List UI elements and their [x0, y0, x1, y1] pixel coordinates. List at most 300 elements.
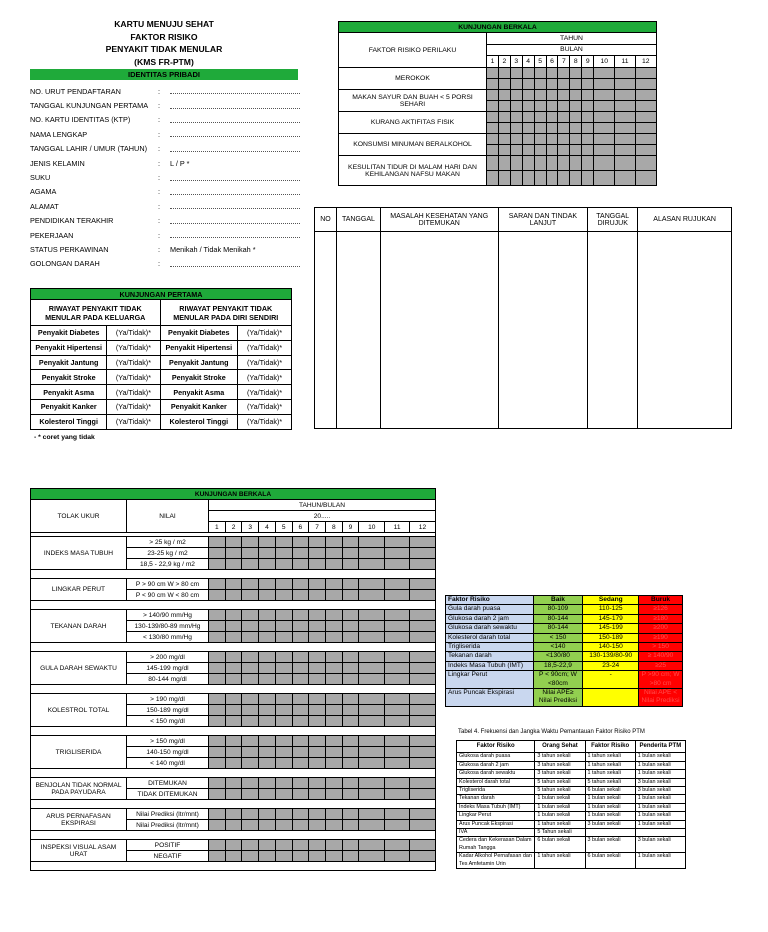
perilaku-cell[interactable] [615, 101, 635, 112]
measure-cell[interactable] [242, 789, 259, 800]
measure-cell[interactable] [242, 758, 259, 769]
measure-cell[interactable] [292, 621, 309, 632]
measure-cell[interactable] [292, 705, 309, 716]
self-yes-no[interactable]: (Ya/Tidak)* [238, 340, 292, 355]
identitas-input-line[interactable] [170, 175, 300, 181]
measure-cell[interactable] [292, 758, 309, 769]
measure-cell[interactable] [342, 736, 359, 747]
perilaku-cell[interactable] [635, 90, 656, 101]
masalah-cell[interactable] [498, 232, 588, 429]
perilaku-cell[interactable] [615, 145, 635, 156]
perilaku-cell[interactable] [635, 145, 656, 156]
measure-cell[interactable] [325, 758, 342, 769]
measure-cell[interactable] [259, 674, 276, 685]
measure-cell[interactable] [275, 778, 292, 789]
measure-cell[interactable] [209, 736, 226, 747]
measure-cell[interactable] [409, 621, 435, 632]
perilaku-cell[interactable] [487, 123, 499, 134]
measure-cell[interactable] [292, 548, 309, 559]
measure-cell[interactable] [309, 705, 326, 716]
measure-cell[interactable] [325, 736, 342, 747]
measure-cell[interactable] [342, 747, 359, 758]
measure-cell[interactable] [309, 590, 326, 601]
measure-cell[interactable] [342, 778, 359, 789]
measure-cell[interactable] [325, 778, 342, 789]
perilaku-cell[interactable] [635, 123, 656, 134]
perilaku-cell[interactable] [558, 145, 570, 156]
measure-cell[interactable] [359, 736, 385, 747]
measure-cell[interactable] [259, 663, 276, 674]
measure-cell[interactable] [342, 716, 359, 727]
perilaku-cell[interactable] [534, 101, 546, 112]
measure-cell[interactable] [385, 716, 410, 727]
perilaku-cell[interactable] [594, 101, 615, 112]
perilaku-cell[interactable] [487, 68, 499, 79]
measure-cell[interactable] [275, 820, 292, 831]
measure-cell[interactable] [209, 840, 226, 851]
perilaku-cell[interactable] [635, 156, 656, 171]
measure-cell[interactable] [209, 652, 226, 663]
measure-cell[interactable] [292, 632, 309, 643]
perilaku-cell[interactable] [534, 79, 546, 90]
measure-cell[interactable] [342, 694, 359, 705]
measure-cell[interactable] [385, 705, 410, 716]
perilaku-cell[interactable] [594, 156, 615, 171]
measure-cell[interactable] [325, 559, 342, 570]
measure-cell[interactable] [385, 579, 410, 590]
perilaku-cell[interactable] [570, 79, 582, 90]
measure-cell[interactable] [225, 840, 242, 851]
measure-cell[interactable] [242, 747, 259, 758]
perilaku-cell[interactable] [582, 171, 594, 186]
perilaku-cell[interactable] [582, 156, 594, 171]
measure-cell[interactable] [292, 559, 309, 570]
identitas-input-line[interactable] [170, 261, 300, 267]
perilaku-cell[interactable] [594, 90, 615, 101]
measure-cell[interactable] [409, 716, 435, 727]
perilaku-cell[interactable] [594, 68, 615, 79]
perilaku-cell[interactable] [510, 79, 522, 90]
measure-cell[interactable] [242, 590, 259, 601]
measure-cell[interactable] [409, 705, 435, 716]
measure-cell[interactable] [342, 789, 359, 800]
perilaku-cell[interactable] [594, 123, 615, 134]
measure-cell[interactable] [292, 778, 309, 789]
measure-cell[interactable] [385, 632, 410, 643]
perilaku-cell[interactable] [522, 101, 534, 112]
measure-cell[interactable] [359, 559, 385, 570]
measure-cell[interactable] [259, 548, 276, 559]
measure-cell[interactable] [225, 579, 242, 590]
measure-cell[interactable] [359, 758, 385, 769]
perilaku-cell[interactable] [558, 68, 570, 79]
measure-cell[interactable] [309, 840, 326, 851]
perilaku-cell[interactable] [582, 90, 594, 101]
measure-cell[interactable] [209, 548, 226, 559]
measure-cell[interactable] [385, 652, 410, 663]
measure-cell[interactable] [409, 537, 435, 548]
perilaku-cell[interactable] [594, 112, 615, 123]
measure-cell[interactable] [209, 820, 226, 831]
measure-cell[interactable] [259, 537, 276, 548]
measure-cell[interactable] [385, 621, 410, 632]
family-yes-no[interactable]: (Ya/Tidak)* [107, 340, 160, 355]
perilaku-cell[interactable] [615, 123, 635, 134]
measure-cell[interactable] [242, 663, 259, 674]
measure-cell[interactable] [225, 820, 242, 831]
identitas-value[interactable]: L / P * [170, 158, 190, 168]
family-yes-no[interactable]: (Ya/Tidak)* [107, 370, 160, 385]
measure-cell[interactable] [209, 694, 226, 705]
measure-cell[interactable] [309, 537, 326, 548]
measure-cell[interactable] [325, 610, 342, 621]
measure-cell[interactable] [209, 789, 226, 800]
measure-cell[interactable] [292, 610, 309, 621]
measure-cell[interactable] [242, 559, 259, 570]
perilaku-cell[interactable] [615, 112, 635, 123]
measure-cell[interactable] [342, 758, 359, 769]
measure-cell[interactable] [342, 632, 359, 643]
measure-cell[interactable] [225, 559, 242, 570]
measure-cell[interactable] [242, 610, 259, 621]
measure-cell[interactable] [209, 621, 226, 632]
measure-cell[interactable] [409, 579, 435, 590]
perilaku-cell[interactable] [635, 134, 656, 145]
measure-cell[interactable] [225, 705, 242, 716]
measure-cell[interactable] [409, 548, 435, 559]
perilaku-cell[interactable] [498, 79, 510, 90]
perilaku-cell[interactable] [594, 79, 615, 90]
measure-cell[interactable] [409, 758, 435, 769]
measure-cell[interactable] [242, 694, 259, 705]
measure-cell[interactable] [325, 716, 342, 727]
measure-cell[interactable] [409, 789, 435, 800]
measure-cell[interactable] [309, 851, 326, 862]
perilaku-cell[interactable] [510, 145, 522, 156]
measure-cell[interactable] [309, 758, 326, 769]
perilaku-cell[interactable] [594, 145, 615, 156]
perilaku-cell[interactable] [522, 171, 534, 186]
measure-cell[interactable] [275, 652, 292, 663]
perilaku-cell[interactable] [558, 112, 570, 123]
perilaku-cell[interactable] [594, 134, 615, 145]
measure-cell[interactable] [359, 694, 385, 705]
measure-cell[interactable] [292, 851, 309, 862]
measure-cell[interactable] [385, 736, 410, 747]
measure-cell[interactable] [359, 716, 385, 727]
measure-cell[interactable] [292, 590, 309, 601]
measure-cell[interactable] [385, 610, 410, 621]
measure-cell[interactable] [325, 705, 342, 716]
measure-cell[interactable] [309, 809, 326, 820]
measure-cell[interactable] [325, 537, 342, 548]
measure-cell[interactable] [209, 610, 226, 621]
perilaku-cell[interactable] [522, 112, 534, 123]
measure-cell[interactable] [225, 809, 242, 820]
measure-cell[interactable] [275, 736, 292, 747]
identitas-input-line[interactable] [170, 131, 300, 137]
perilaku-cell[interactable] [558, 134, 570, 145]
identitas-input-line[interactable] [170, 189, 300, 195]
perilaku-cell[interactable] [570, 101, 582, 112]
measure-cell[interactable] [242, 736, 259, 747]
measure-cell[interactable] [209, 716, 226, 727]
measure-cell[interactable] [225, 663, 242, 674]
measure-cell[interactable] [275, 579, 292, 590]
measure-cell[interactable] [325, 840, 342, 851]
perilaku-cell[interactable] [558, 79, 570, 90]
measure-cell[interactable] [359, 663, 385, 674]
perilaku-cell[interactable] [582, 79, 594, 90]
measure-cell[interactable] [309, 559, 326, 570]
measure-cell[interactable] [292, 789, 309, 800]
perilaku-cell[interactable] [522, 145, 534, 156]
perilaku-cell[interactable] [558, 101, 570, 112]
perilaku-cell[interactable] [498, 123, 510, 134]
measure-cell[interactable] [225, 694, 242, 705]
measure-cell[interactable] [292, 809, 309, 820]
measure-cell[interactable] [385, 851, 410, 862]
measure-cell[interactable] [275, 705, 292, 716]
measure-cell[interactable] [259, 736, 276, 747]
identitas-input-line[interactable] [170, 88, 300, 94]
family-yes-no[interactable]: (Ya/Tidak)* [107, 414, 160, 429]
measure-cell[interactable] [259, 632, 276, 643]
measure-cell[interactable] [325, 590, 342, 601]
perilaku-cell[interactable] [487, 171, 499, 186]
masalah-cell[interactable] [336, 232, 380, 429]
measure-cell[interactable] [225, 537, 242, 548]
measure-cell[interactable] [292, 736, 309, 747]
measure-cell[interactable] [209, 559, 226, 570]
measure-cell[interactable] [292, 674, 309, 685]
masalah-cell[interactable] [638, 232, 732, 429]
measure-cell[interactable] [242, 809, 259, 820]
perilaku-cell[interactable] [546, 145, 558, 156]
measure-cell[interactable] [325, 694, 342, 705]
measure-cell[interactable] [342, 840, 359, 851]
perilaku-cell[interactable] [546, 123, 558, 134]
measure-cell[interactable] [209, 632, 226, 643]
measure-cell[interactable] [342, 621, 359, 632]
measure-cell[interactable] [325, 747, 342, 758]
measure-cell[interactable] [292, 747, 309, 758]
perilaku-cell[interactable] [615, 68, 635, 79]
measure-cell[interactable] [292, 820, 309, 831]
measure-cell[interactable] [209, 851, 226, 862]
measure-cell[interactable] [309, 778, 326, 789]
measure-cell[interactable] [309, 694, 326, 705]
perilaku-cell[interactable] [498, 101, 510, 112]
self-yes-no[interactable]: (Ya/Tidak)* [238, 326, 292, 341]
measure-cell[interactable] [385, 590, 410, 601]
perilaku-cell[interactable] [510, 171, 522, 186]
measure-cell[interactable] [309, 632, 326, 643]
measure-cell[interactable] [359, 590, 385, 601]
perilaku-cell[interactable] [487, 134, 499, 145]
measure-cell[interactable] [225, 736, 242, 747]
measure-cell[interactable] [385, 559, 410, 570]
measure-cell[interactable] [309, 674, 326, 685]
perilaku-cell[interactable] [582, 134, 594, 145]
measure-cell[interactable] [385, 789, 410, 800]
perilaku-cell[interactable] [582, 112, 594, 123]
perilaku-cell[interactable] [510, 123, 522, 134]
measure-cell[interactable] [342, 652, 359, 663]
measure-cell[interactable] [342, 548, 359, 559]
family-yes-no[interactable]: (Ya/Tidak)* [107, 355, 160, 370]
perilaku-cell[interactable] [534, 145, 546, 156]
measure-cell[interactable] [275, 809, 292, 820]
measure-cell[interactable] [309, 820, 326, 831]
perilaku-cell[interactable] [487, 79, 499, 90]
perilaku-cell[interactable] [582, 145, 594, 156]
measure-cell[interactable] [359, 537, 385, 548]
measure-cell[interactable] [385, 548, 410, 559]
measure-cell[interactable] [309, 548, 326, 559]
perilaku-cell[interactable] [558, 90, 570, 101]
perilaku-cell[interactable] [487, 156, 499, 171]
measure-cell[interactable] [342, 809, 359, 820]
measure-cell[interactable] [275, 621, 292, 632]
measure-cell[interactable] [325, 809, 342, 820]
perilaku-cell[interactable] [558, 123, 570, 134]
measure-cell[interactable] [242, 705, 259, 716]
measure-cell[interactable] [409, 559, 435, 570]
perilaku-cell[interactable] [546, 101, 558, 112]
perilaku-cell[interactable] [615, 156, 635, 171]
measure-cell[interactable] [275, 716, 292, 727]
measure-cell[interactable] [259, 758, 276, 769]
measure-cell[interactable] [225, 590, 242, 601]
identitas-input-line[interactable] [170, 117, 300, 123]
measure-cell[interactable] [259, 590, 276, 601]
masalah-cell[interactable] [588, 232, 638, 429]
perilaku-cell[interactable] [546, 112, 558, 123]
self-yes-no[interactable]: (Ya/Tidak)* [238, 414, 292, 429]
measure-cell[interactable] [259, 652, 276, 663]
measure-cell[interactable] [309, 736, 326, 747]
perilaku-cell[interactable] [522, 90, 534, 101]
measure-cell[interactable] [309, 789, 326, 800]
perilaku-cell[interactable] [510, 68, 522, 79]
measure-cell[interactable] [242, 632, 259, 643]
measure-cell[interactable] [275, 610, 292, 621]
measure-cell[interactable] [292, 694, 309, 705]
measure-cell[interactable] [242, 537, 259, 548]
measure-cell[interactable] [259, 610, 276, 621]
perilaku-cell[interactable] [510, 112, 522, 123]
perilaku-cell[interactable] [570, 145, 582, 156]
measure-cell[interactable] [292, 840, 309, 851]
measure-cell[interactable] [309, 716, 326, 727]
measure-cell[interactable] [385, 537, 410, 548]
identitas-value[interactable]: Menikah / Tidak Menikah * [170, 244, 256, 254]
measure-cell[interactable] [225, 652, 242, 663]
measure-cell[interactable] [409, 851, 435, 862]
perilaku-cell[interactable] [615, 79, 635, 90]
perilaku-cell[interactable] [546, 156, 558, 171]
measure-cell[interactable] [225, 716, 242, 727]
measure-cell[interactable] [409, 778, 435, 789]
perilaku-cell[interactable] [570, 134, 582, 145]
perilaku-cell[interactable] [546, 134, 558, 145]
perilaku-cell[interactable] [487, 145, 499, 156]
measure-cell[interactable] [275, 537, 292, 548]
self-yes-no[interactable]: (Ya/Tidak)* [238, 385, 292, 400]
measure-cell[interactable] [242, 621, 259, 632]
measure-cell[interactable] [242, 716, 259, 727]
measure-cell[interactable] [242, 851, 259, 862]
measure-cell[interactable] [259, 820, 276, 831]
measure-cell[interactable] [409, 736, 435, 747]
perilaku-cell[interactable] [510, 134, 522, 145]
perilaku-cell[interactable] [635, 171, 656, 186]
measure-cell[interactable] [275, 590, 292, 601]
perilaku-cell[interactable] [635, 112, 656, 123]
measure-cell[interactable] [275, 840, 292, 851]
measure-cell[interactable] [409, 674, 435, 685]
measure-cell[interactable] [359, 705, 385, 716]
perilaku-cell[interactable] [594, 171, 615, 186]
measure-cell[interactable] [225, 789, 242, 800]
measure-cell[interactable] [259, 840, 276, 851]
perilaku-cell[interactable] [635, 79, 656, 90]
identitas-input-line[interactable] [170, 146, 300, 152]
measure-cell[interactable] [385, 778, 410, 789]
masalah-cell[interactable] [380, 232, 498, 429]
measure-cell[interactable] [359, 747, 385, 758]
identitas-input-line[interactable] [170, 232, 300, 238]
measure-cell[interactable] [409, 809, 435, 820]
perilaku-cell[interactable] [498, 112, 510, 123]
perilaku-cell[interactable] [546, 68, 558, 79]
perilaku-cell[interactable] [570, 123, 582, 134]
measure-cell[interactable] [209, 747, 226, 758]
measure-cell[interactable] [242, 548, 259, 559]
identitas-input-line[interactable] [170, 103, 300, 109]
measure-cell[interactable] [242, 652, 259, 663]
perilaku-cell[interactable] [546, 90, 558, 101]
measure-cell[interactable] [385, 694, 410, 705]
perilaku-cell[interactable] [635, 101, 656, 112]
measure-cell[interactable] [209, 778, 226, 789]
self-yes-no[interactable]: (Ya/Tidak)* [238, 370, 292, 385]
perilaku-cell[interactable] [534, 156, 546, 171]
measure-cell[interactable] [409, 840, 435, 851]
family-yes-no[interactable]: (Ya/Tidak)* [107, 385, 160, 400]
measure-cell[interactable] [309, 621, 326, 632]
measure-cell[interactable] [309, 652, 326, 663]
measure-cell[interactable] [385, 663, 410, 674]
perilaku-cell[interactable] [546, 171, 558, 186]
perilaku-cell[interactable] [582, 123, 594, 134]
measure-cell[interactable] [275, 747, 292, 758]
perilaku-cell[interactable] [635, 68, 656, 79]
measure-cell[interactable] [342, 579, 359, 590]
measure-cell[interactable] [275, 674, 292, 685]
perilaku-cell[interactable] [615, 134, 635, 145]
measure-cell[interactable] [242, 778, 259, 789]
measure-cell[interactable] [359, 778, 385, 789]
perilaku-cell[interactable] [487, 112, 499, 123]
measure-cell[interactable] [359, 632, 385, 643]
perilaku-cell[interactable] [498, 145, 510, 156]
measure-cell[interactable] [225, 632, 242, 643]
measure-cell[interactable] [225, 610, 242, 621]
measure-cell[interactable] [359, 579, 385, 590]
measure-cell[interactable] [359, 652, 385, 663]
